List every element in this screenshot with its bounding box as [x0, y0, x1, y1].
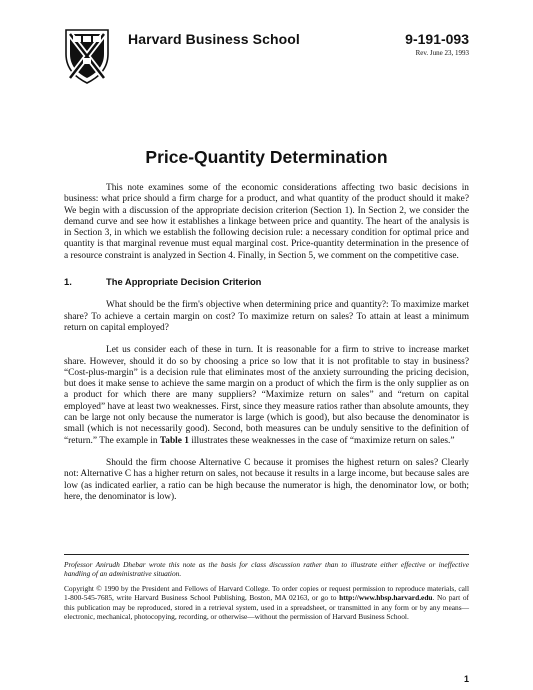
copyright-text-b: . No part of this publication may be reproduced, stored in a retrieval system, used in a spreadsheet, or transmitted in any form or by any means—electronic, mechanical, photocopying, recording, or otherwise—without the permission of Harvard Business School. — [64, 593, 469, 622]
copyright-text-a: Copyright © 1990 by the President and Fellows of Harvard College. To order copies or request permission to reproduce materials, call 1-800-545-7685, write Harvard Business School Publishing, Boston, MA 02163, or go to — [64, 583, 469, 603]
copyright-notice — [64, 584, 469, 622]
paragraph-objective: What should be the firm's objective when determining price and quantity?: To maximize market share? To achieve a certain margin on cost? To maximize return on sales? To attain at least a minimum return on capital employed? — [64, 300, 469, 333]
harvard-shield-logo — [64, 28, 110, 84]
paragraph-criteria-text-a: Let us consider each of these in turn. It is reasonable for a firm to strive to increase market share. However, should it do so by choosing a price so low that it is not profitable to stay in business? “Cost-plus-margin” is a decision rule that eliminates most of the anxiety surrounding the pricing decision, but does it make sense to achieve the same margin on a product of which the firm is the only supplier as on a product for which there are many suppliers? “Maximize return on sales” and “return on capital employed” have at least two weaknesses. First, since they measure ratios rather than absolute amounts, they can be large not only because the numerator is large (which is good), but also because the denominator is small (which is not necessarily good). Second, both measures can be unduly sensitive to the definition of “return.” The example in — [64, 345, 469, 446]
document-body — [64, 183, 469, 514]
document-number: 9-191-093 — [405, 31, 469, 47]
table-reference: Table 1 — [159, 435, 189, 446]
page-header — [64, 28, 469, 88]
paragraph-alternative-c: Should the firm choose Alternative C because it promises the highest return on sales? Clearly not: Alternative C has a higher return on sales, not because it results in a large income, but because sales are low (as indicated earlier, a ratio can be high because the numerator is high, the denominator low, or both; here, the denominator is low). — [64, 457, 469, 502]
page-number: 1 — [463, 674, 469, 684]
footer-divider — [64, 554, 469, 555]
publisher-url[interactable]: http://www.hbsp.harvard.edu — [339, 593, 433, 603]
paragraph-criteria — [64, 345, 469, 447]
page-footer — [64, 554, 469, 621]
section-title: The Appropriate Decision Criterion — [106, 276, 262, 288]
document-title: Price-Quantity Determination — [145, 147, 388, 167]
section-heading — [64, 276, 469, 287]
section-number: 1. — [64, 276, 72, 288]
school-name: Harvard Business School — [128, 31, 300, 47]
intro-paragraph: This note examines some of the economic considerations affecting two basic decisions in business: what price should a firm charge for a product, and what quantity of the product should it make? We begin with a discussion of the appropriate decision criterion (Section 1). In Section 2, we consider the demand curve and see how it establishes a linkage between price and quantity. The heart of the analysis is in Section 3, in which we establish the following decision rule: a necessary condition for optimal price and quantity is that marginal revenue must equal marginal cost. Price-quantity determination in the presence of a resource constraint is analyzed in Section 4. Finally, in Section 5, we comment on the competitive case. — [64, 183, 469, 261]
author-note: Professor Anirudh Dhebar wrote this note as the basis for class discussion rather than to illustrate either effective or ineffective handling of an administrative situation. — [64, 560, 469, 579]
revision-date: Rev. June 23, 1993 — [415, 49, 469, 57]
paragraph-criteria-text-b: illustrates these weaknesses in the case of “maximize return on sales.” — [188, 435, 455, 446]
